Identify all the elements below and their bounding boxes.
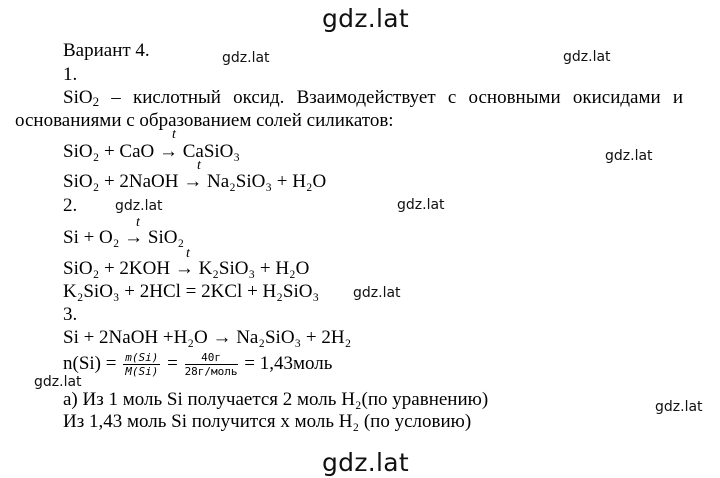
condition-marker: t <box>197 158 201 173</box>
task-1-number: 1. <box>63 64 78 85</box>
watermark: gdz.lat <box>353 285 401 301</box>
watermark: gdz.lat <box>222 50 270 66</box>
reasoning-line-b: Из 1,43 моль Si получится x моль H₂ (по условию) <box>63 411 472 432</box>
numeric-fraction: $\frac{40г}{\text{28г/моль}}$ <box>184 351 238 379</box>
task-3-number: 3. <box>63 304 78 325</box>
watermark-bottom: gdz.lat <box>322 448 409 477</box>
equation-1: SiO₂ + CaO → CaSiO₃ <box>63 141 241 162</box>
watermark: gdz.lat <box>115 198 163 214</box>
task-2-number: 2. <box>63 195 78 216</box>
variant-heading: Вариант 4. <box>63 40 150 61</box>
mass-over-molar-mass-fraction: $\frac{m(Si)}{M(Si)}$ <box>125 351 159 379</box>
moles-calculation: n(Si) = $\frac{m(Si)}{M(Si)}$ = $\frac{40г}{\text{28г/моль}}$ = 1,43моль <box>63 351 333 379</box>
task-1-text-line-2: основаниями с образованием солей силикатов: <box>15 110 394 131</box>
watermark: gdz.lat <box>605 148 653 164</box>
equation-4: SiO₂ + 2KOH → K₂SiO₃ + H₂O <box>63 258 310 279</box>
watermark: gdz.lat <box>655 399 703 415</box>
equation-3: Si + O₂ → SiO₂ <box>63 227 185 248</box>
condition-marker: t <box>172 127 176 142</box>
task-1-text-line-1: SiO$_2$ – кислотный оксид. Взаимодействует с основными окисидами и <box>63 87 684 109</box>
equation-6: Si + 2NaOH +H₂O → Na₂SiO₃ + 2H₂ <box>63 327 352 348</box>
reasoning-line-a: а) Из 1 моль Si получается 2 моль H₂(по уравнению) <box>63 389 489 410</box>
condition-marker: t <box>136 215 140 230</box>
watermark-top: gdz.lat <box>322 4 409 33</box>
watermark: gdz.lat <box>563 49 611 65</box>
equation-2: SiO₂ + 2NaOH → Na₂SiO₃ + H₂O <box>63 171 327 192</box>
condition-marker: t <box>186 246 190 261</box>
watermark: gdz.lat <box>397 197 445 213</box>
watermark: gdz.lat <box>34 374 82 390</box>
equation-5: K₂SiO₃ + 2HCl = 2KCl + H₂SiO₃ <box>63 281 320 302</box>
